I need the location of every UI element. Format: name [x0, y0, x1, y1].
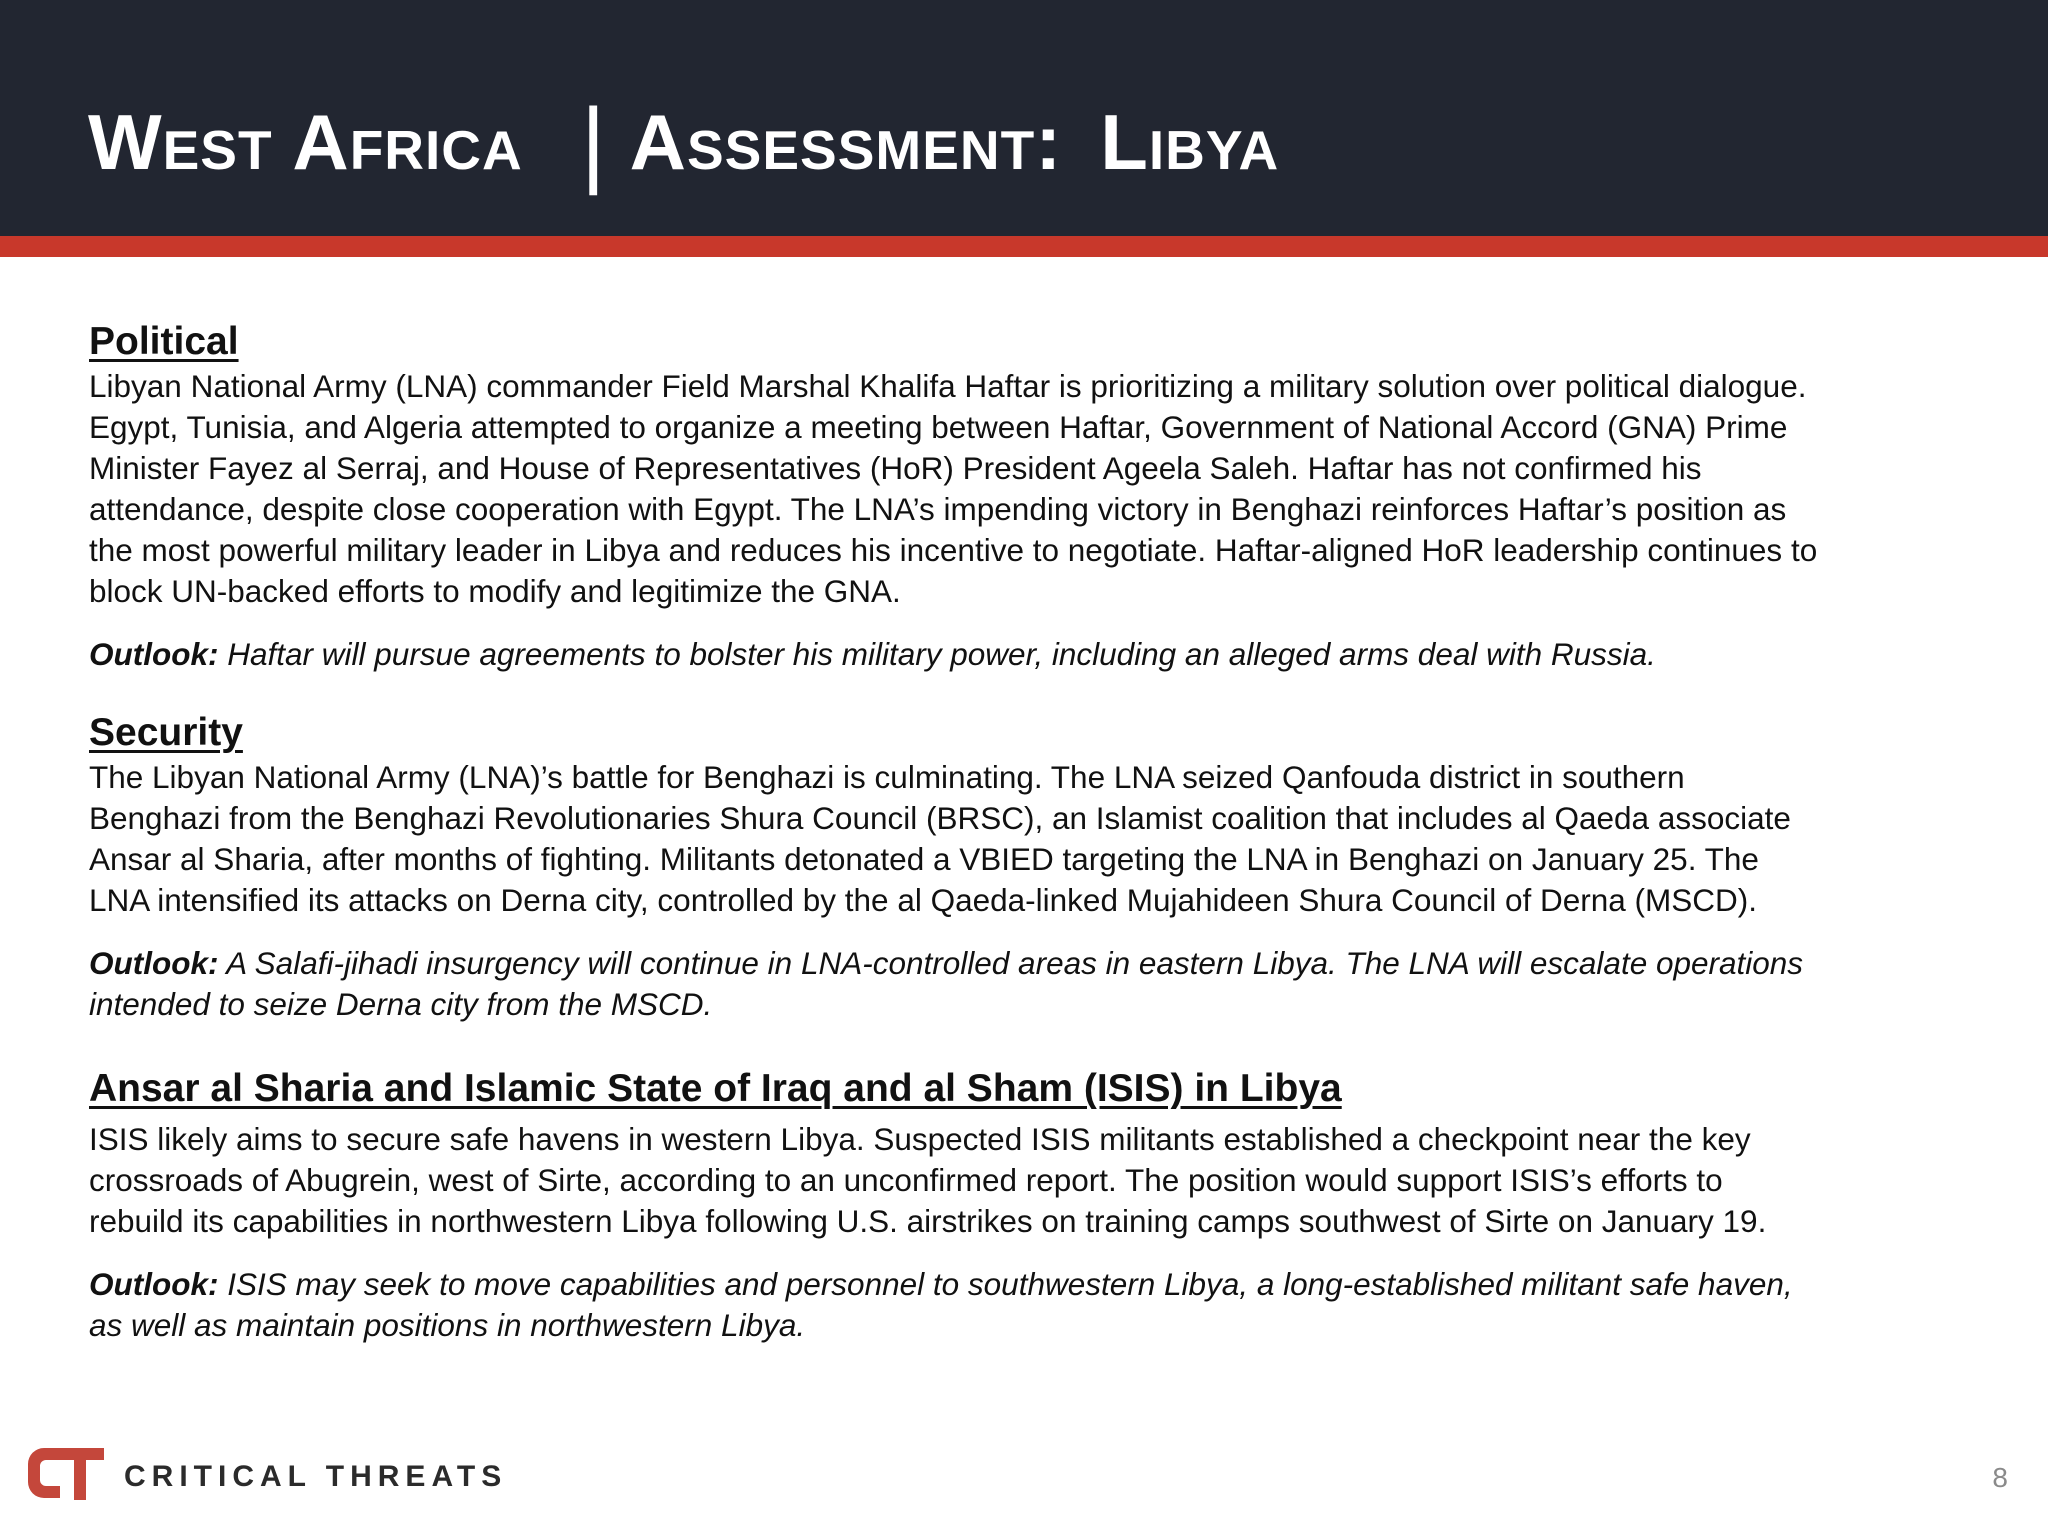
body-line: attendance, despite close cooperation with Egypt. The LNA’s impending victory in Benghazi reinforces Haftar’s position as — [89, 491, 1787, 527]
body-line: Libyan National Army (LNA) commander Field Marshal Khalifa Haftar is prioritizing a military solution over political dialogue. — [89, 368, 1807, 404]
outlook-line — [89, 634, 1989, 675]
page-title — [88, 82, 1280, 196]
outlook-line — [89, 943, 1989, 984]
body-line: rebuild its capabilities in northwestern Libya following U.S. airstrikes on training camps southwest of Sirte on January 19. — [89, 1203, 1767, 1239]
body-line: block UN-backed efforts to modify and legitimize the GNA. — [89, 573, 901, 609]
outlook-label: Outlook: — [89, 945, 219, 981]
section-heading-security: Security — [89, 711, 243, 754]
outlook-political — [89, 634, 1989, 675]
outlook-line — [89, 1264, 1989, 1305]
body-line: Minister Fayez al Serraj, and House of Representatives (HoR) President Ageela Saleh. Haftar has not confirmed his — [89, 450, 1702, 486]
body-line: crossroads of Abugrein, west of Sirte, according to an unconfirmed report. The position would support ISIS’s efforts to — [89, 1162, 1723, 1198]
body-line: LNA intensified its attacks on Derna city, controlled by the al Qaeda-linked Mujahideen Shura Council of Derna (MSCD). — [89, 882, 1757, 918]
body-line: Ansar al Sharia, after months of fighting. Militants detonated a VBIED targeting the LNA in Benghazi on January 25. The — [89, 841, 1759, 877]
assessment-content — [89, 318, 1989, 1346]
body-line: Benghazi from the Benghazi Revolutionaries Shura Council (BRSC), an Islamist coalition that includes al Qaeda associate — [89, 800, 1791, 836]
outlook-text: A Salafi-jihadi insurgency will continue in LNA-controlled areas in eastern Libya. The LNA will escalate operations — [226, 945, 1804, 981]
section-political — [89, 318, 1989, 675]
ct-logo-icon — [22, 1442, 108, 1504]
section-isis — [89, 1065, 1989, 1346]
title-region: West Africa — [88, 98, 523, 186]
title-separator: | — [580, 89, 606, 196]
header-bar — [0, 0, 2048, 236]
outlook-text: Haftar will pursue agreements to bolster his military power, including an alleged arms deal with Russia. — [227, 636, 1656, 672]
section-heading-isis: Ansar al Sharia and Islamic State of Iraq and al Sham (ISIS) in Libya — [89, 1067, 1342, 1110]
outlook-isis — [89, 1264, 1989, 1346]
footer-brand: CRITICAL THREATS — [124, 1460, 508, 1493]
body-line: The Libyan National Army (LNA)’s battle for Benghazi is culminating. The LNA seized Qanfouda district in southern — [89, 759, 1685, 795]
section-body-security — [89, 757, 1989, 921]
outlook-label: Outlook: — [89, 636, 219, 672]
page-number: 8 — [1992, 1462, 2008, 1493]
outlook-security — [89, 943, 1989, 1025]
outlook-text: ISIS may seek to move capabilities and personnel to southwestern Libya, a long-established militant safe haven, — [227, 1266, 1793, 1302]
outlook-line: intended to seize Derna city from the MSCD. — [89, 986, 713, 1022]
title-assessment: Assessment: — [629, 98, 1063, 186]
title-country: Libya — [1100, 98, 1280, 186]
body-line: Egypt, Tunisia, and Algeria attempted to organize a meeting between Haftar, Government of National Accord (GNA) Prime — [89, 409, 1788, 445]
body-line: ISIS likely aims to secure safe havens in western Libya. Suspected ISIS militants established a checkpoint near the key — [89, 1121, 1751, 1157]
outlook-label: Outlook: — [89, 1266, 219, 1302]
section-security — [89, 709, 1989, 1025]
outlook-line: as well as maintain positions in northwestern Libya. — [89, 1307, 806, 1343]
logo-c-shape — [28, 1448, 60, 1498]
body-line: the most powerful military leader in Libya and reduces his incentive to negotiate. Haftar-aligned HoR leadership continues to — [89, 532, 1818, 568]
section-heading-political: Political — [89, 320, 239, 363]
section-body-isis — [89, 1119, 1989, 1242]
header-accent-stripe — [0, 236, 2048, 257]
logo-t-shape — [56, 1448, 104, 1500]
section-body-political — [89, 366, 1989, 612]
